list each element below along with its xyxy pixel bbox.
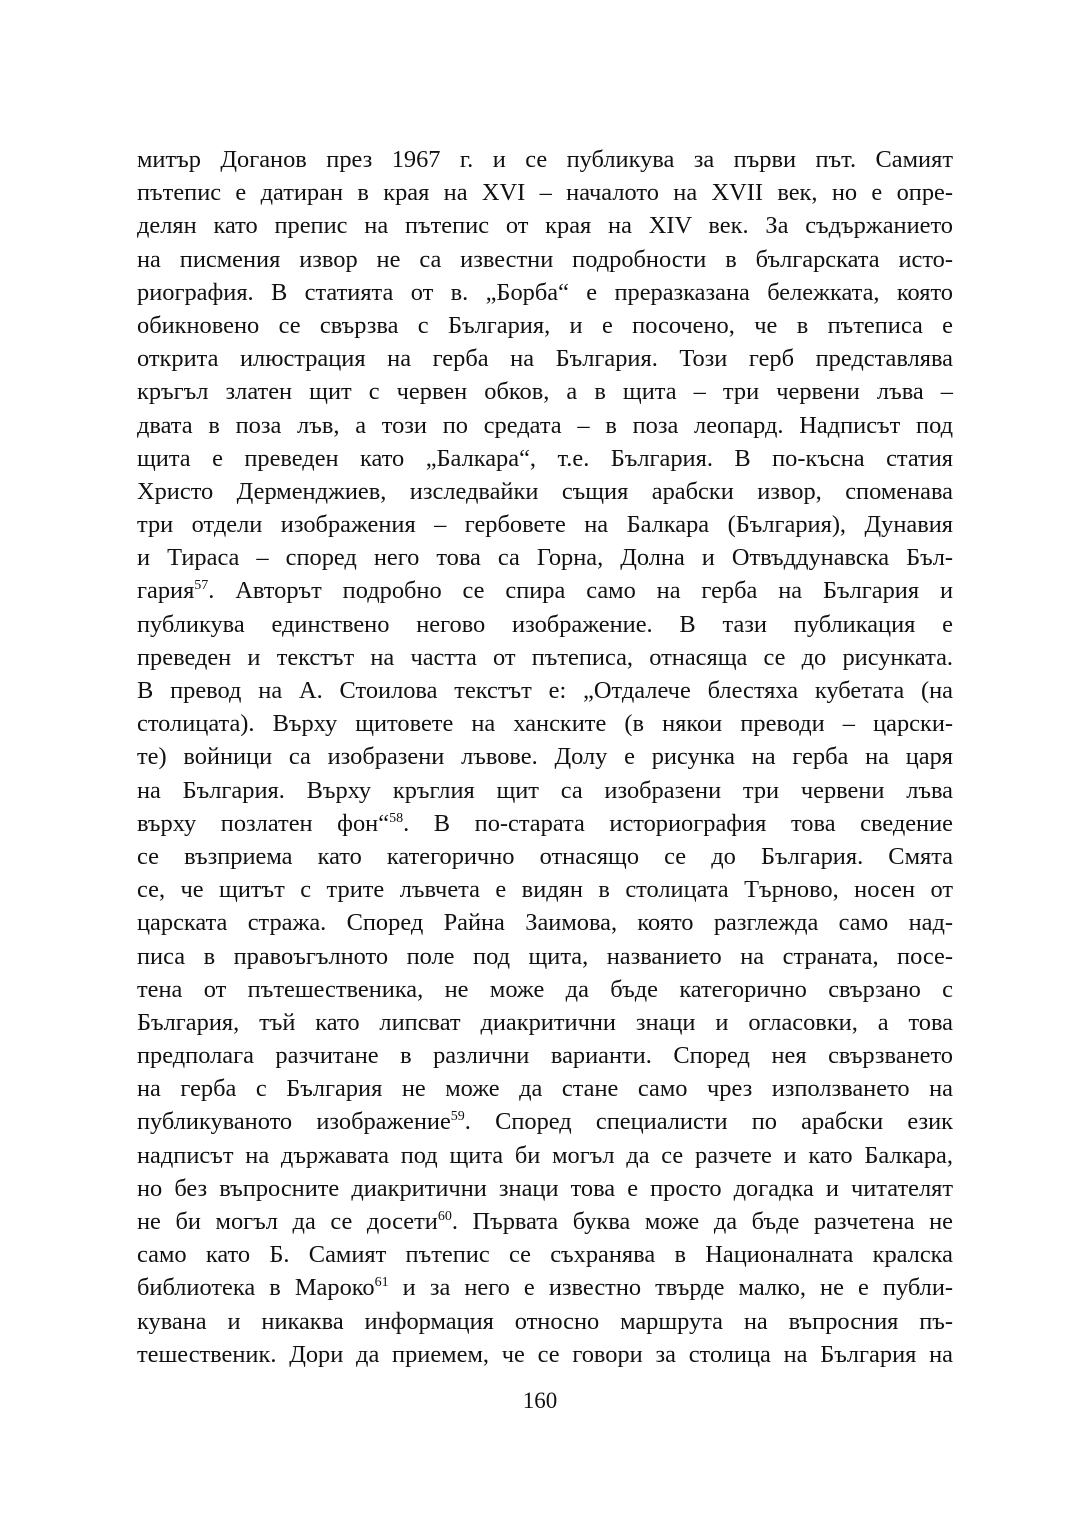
text-line bbox=[137, 641, 953, 674]
text-line bbox=[137, 508, 953, 541]
text-segment: . Авторът подробно се спира само на герба на България и bbox=[208, 577, 953, 605]
text-line bbox=[137, 608, 953, 641]
text-segment: само като Б. Самият пътепис се съхранява в Националната кралска bbox=[137, 1241, 953, 1269]
text-line bbox=[137, 707, 953, 740]
text-segment: и за него е известно твърде малко, не е публи- bbox=[388, 1274, 954, 1302]
text-line bbox=[137, 375, 953, 408]
text-segment: публикува единствено негово изображение. В тази публикация е bbox=[137, 610, 953, 638]
text-line bbox=[137, 1039, 953, 1072]
text-line bbox=[137, 807, 953, 840]
text-segment: писа в правоъгълното поле под щита, названието на страната, посе- bbox=[137, 942, 953, 970]
text-line bbox=[137, 243, 953, 276]
text-line bbox=[137, 1139, 953, 1172]
text-line bbox=[137, 973, 953, 1006]
footnote-marker: 61 bbox=[374, 1275, 389, 1291]
text-line bbox=[137, 906, 953, 939]
text-segment: публикуваното изображение bbox=[137, 1108, 451, 1136]
text-segment: Христо Дерменджиев, изследвайки същия арабски извор, споменава bbox=[137, 477, 953, 505]
text-line bbox=[137, 176, 953, 209]
text-segment: митър Доганов през 1967 г. и се публикува за първи път. Самият bbox=[137, 146, 953, 173]
text-segment: три отдели изображения – гербовете на Балкара (България), Дунавия bbox=[137, 511, 953, 539]
text-line bbox=[137, 674, 953, 707]
text-line bbox=[137, 1006, 953, 1039]
text-line bbox=[137, 1105, 953, 1138]
text-segment: обикновено се свързва с България, и е посочено, че в пътеписа е bbox=[137, 311, 953, 339]
text-segment: но без въпросните диакритични знаци това е просто догадка и читателят bbox=[137, 1174, 953, 1202]
text-line bbox=[137, 276, 953, 309]
text-segment: се, че щитът с трите лъвчета е видян в столицата Търново, носен от bbox=[137, 876, 953, 904]
text-segment: библиотека в Мароко bbox=[137, 1274, 375, 1302]
text-segment: България, тъй като липсват диакритични знаци и огласовки, а това bbox=[137, 1008, 953, 1036]
text-segment: кувана и никаква информация относно маршрута на въпросния пъ- bbox=[137, 1307, 953, 1335]
text-segment: В превод на А. Стоилова текстът е: „Отдалече блестяха кубетата (на bbox=[137, 677, 953, 704]
text-segment: преведен и текстът на частта от пътеписа, отнасяща се до рисунката. bbox=[137, 643, 953, 671]
page-number: 160 bbox=[522, 1388, 558, 1413]
text-line bbox=[137, 1338, 953, 1371]
text-line bbox=[137, 209, 953, 242]
footnote-marker: 60 bbox=[437, 1209, 452, 1224]
text-line bbox=[137, 774, 953, 807]
text-segment: се възприема като категорично отнасящо се до България. Смята bbox=[137, 842, 953, 870]
text-line bbox=[137, 1238, 953, 1271]
body-text bbox=[137, 143, 953, 1371]
text-segment: щита е преведен като „Балкара“, т.е. България. В по-късна статия bbox=[137, 444, 953, 472]
text-segment: гария bbox=[137, 577, 195, 605]
text-line bbox=[137, 1305, 953, 1338]
text-line bbox=[137, 1205, 953, 1238]
text-line bbox=[137, 309, 953, 342]
text-segment: на България. Върху кръглия щит са изобразени три червени лъва bbox=[137, 776, 953, 804]
text-line bbox=[137, 342, 953, 375]
text-segment: риография. В статията от в. „Борба“ е преразказана бележката, която bbox=[137, 278, 953, 306]
text-line bbox=[137, 840, 953, 873]
text-segment: на герба с България не може да стане само чрез използването на bbox=[137, 1075, 953, 1103]
text-line bbox=[137, 873, 953, 906]
text-segment: не би могъл да се досети bbox=[137, 1208, 438, 1235]
text-segment: предполага разчитане в различни варианти. Според нея свързването bbox=[137, 1042, 953, 1070]
footnote-marker: 57 bbox=[194, 578, 209, 594]
text-segment: надписът на държавата под щита би могъл да се разчете и като Балкара, bbox=[137, 1141, 953, 1169]
text-segment: столицата). Върху щитовете на ханските (в някои преводи – царски- bbox=[137, 710, 953, 738]
text-line bbox=[137, 1172, 953, 1205]
text-line bbox=[137, 940, 953, 973]
text-segment: делян като препис на пътепис от края на XIV век. За съдържанието bbox=[137, 212, 953, 240]
text-line bbox=[137, 740, 953, 773]
text-line bbox=[137, 442, 953, 475]
text-segment: на писмения извор не са известни подробности в българската исто- bbox=[137, 245, 953, 273]
text-segment: . Първата буква може да бъде разчетена не bbox=[451, 1208, 953, 1235]
text-segment: тешественик. Дори да приемем, че се говори за столица на България на bbox=[137, 1340, 953, 1368]
text-segment: открита илюстрация на герба на България. Този герб представлява bbox=[137, 345, 953, 373]
text-segment: те) войници са изобразени лъвове. Долу е рисунка на герба на царя bbox=[137, 743, 953, 771]
text-segment: царската стража. Според Райна Заимова, която разглежда само над- bbox=[137, 909, 953, 937]
text-segment: и Тираса – според него това са Горна, Долна и Отвъддунавска Бъл- bbox=[137, 544, 953, 572]
footnote-marker: 58 bbox=[389, 810, 404, 826]
text-line bbox=[137, 574, 953, 607]
text-line bbox=[137, 541, 953, 574]
text-segment: пътепис е датиран в края на XVI – началото на XVII век, но е опре- bbox=[137, 179, 953, 207]
text-segment: . В по-старата историография това сведение bbox=[403, 809, 953, 837]
text-segment: кръгъл златен щит с червен обков, а в щита – три червени лъва – bbox=[137, 378, 953, 406]
text-segment: . Според специалисти по арабски език bbox=[464, 1108, 953, 1136]
text-segment: върху позлатен фон“ bbox=[137, 809, 390, 837]
text-segment: тена от пътешественика, не може да бъде категорично свързано с bbox=[137, 975, 953, 1003]
text-line bbox=[137, 409, 953, 442]
footnote-marker: 59 bbox=[450, 1109, 465, 1125]
text-line bbox=[137, 143, 953, 176]
text-line bbox=[137, 1072, 953, 1105]
text-line bbox=[137, 475, 953, 508]
text-line bbox=[137, 1271, 953, 1304]
text-segment: двата в поза лъв, а този по средата – в поза леопард. Надписът под bbox=[137, 411, 953, 439]
